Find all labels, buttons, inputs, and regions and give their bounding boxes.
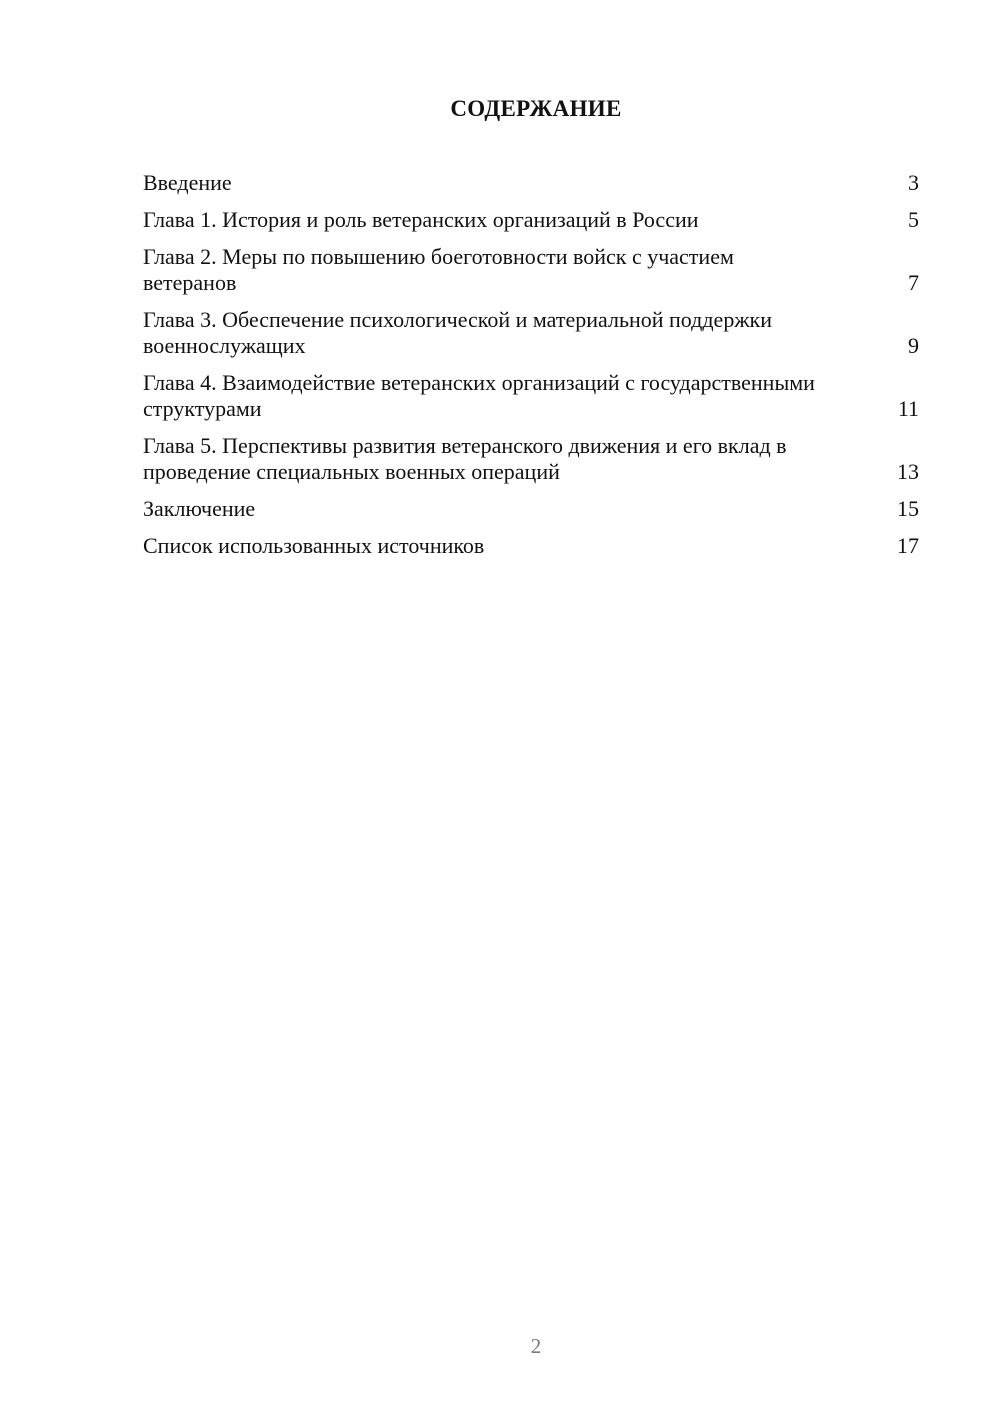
toc-entry-title: Введение [143, 170, 232, 195]
page-number: 2 [530, 1334, 542, 1358]
toc-entry-title: Заключение [143, 496, 256, 521]
page-title: СОДЕРЖАНИЕ [450, 96, 622, 121]
toc-entry-chapter-5[interactable] [143, 433, 919, 485]
toc-entry-chapter-4[interactable] [143, 370, 919, 422]
toc-entry-title: Глава 5. Перспективы развития ветеранского движения и его вклад в проведение специальных военных операций [143, 433, 787, 484]
toc-entry-page: 5 [908, 207, 919, 232]
toc-entry-title: Глава 4. Взаимодействие ветеранских организаций с государственными структурами [143, 370, 815, 421]
toc-entry-title: Глава 2. Меры по повышению боеготовности войск с участием ветеранов [143, 244, 734, 295]
toc-entry-chapter-2[interactable] [143, 244, 919, 296]
toc-entry-introduction[interactable] [143, 170, 919, 196]
toc-entry-title: Глава 1. История и роль ветеранских организаций в России [143, 207, 699, 232]
toc-entry-conclusion[interactable] [143, 496, 919, 522]
toc-entry-page: 11 [897, 396, 919, 421]
toc-entry-title: Список использованных источников [143, 533, 485, 558]
toc-entry-title: Глава 3. Обеспечение психологической и материальной поддержки военнослужащих [143, 307, 772, 358]
table-of-contents [143, 170, 919, 570]
toc-entry-page: 15 [897, 496, 919, 521]
toc-entry-chapter-3[interactable] [143, 307, 919, 359]
toc-entry-page: 9 [908, 333, 919, 358]
toc-entry-page: 17 [897, 533, 919, 558]
toc-entry-chapter-1[interactable] [143, 207, 919, 233]
toc-entry-page: 3 [908, 170, 919, 195]
toc-entry-page: 13 [897, 459, 919, 484]
toc-entry-page: 7 [908, 270, 919, 295]
toc-entry-references[interactable] [143, 533, 919, 559]
